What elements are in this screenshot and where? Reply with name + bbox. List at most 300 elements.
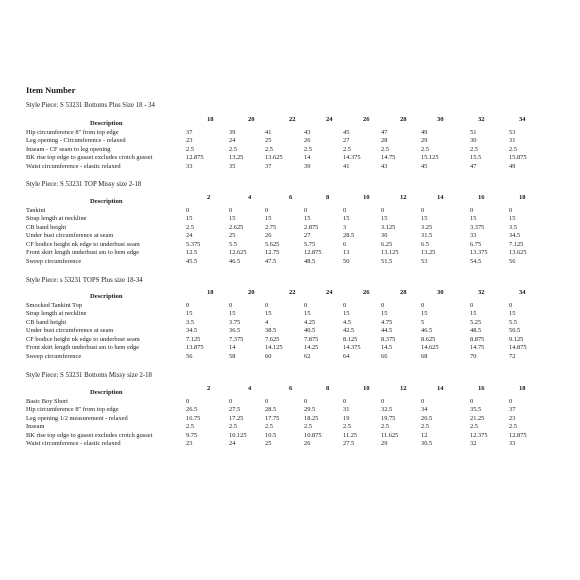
- measurement-value: 2.75: [265, 223, 277, 231]
- measurement-value: 27.5: [229, 406, 241, 413]
- measurement-value: 13.25: [229, 154, 244, 161]
- measurement-value: 2.5: [381, 145, 389, 153]
- measurement-value: 14.375: [343, 154, 361, 161]
- row-label: Under bust circumference at seam: [26, 232, 114, 239]
- style-piece-label: Style Piece: S 53231 Bottoms Missy size 2-18: [26, 372, 152, 379]
- measurement-value: 7.375: [229, 335, 244, 343]
- measurement-value: 5: [421, 318, 425, 326]
- row-label: Hip circumference 8" from top edge: [26, 128, 119, 136]
- measurement-value: 0: [381, 301, 385, 309]
- measurement-value: 35: [229, 162, 236, 170]
- measurement-value: 15: [470, 215, 477, 222]
- size-header: 28: [400, 289, 407, 296]
- measurement-value: 28: [381, 137, 388, 144]
- measurement-value: 0: [381, 206, 385, 214]
- size-header: 22: [289, 289, 296, 296]
- measurement-value: 15: [421, 310, 428, 317]
- table-row: [26, 423, 566, 432]
- size-header: 4: [248, 194, 252, 201]
- measurement-value: 34.5: [186, 327, 198, 334]
- measurement-value: 0: [509, 206, 513, 214]
- measurement-value: 24: [229, 440, 236, 447]
- measurement-value: 31: [509, 137, 516, 144]
- measurement-value: 47.5: [265, 257, 277, 265]
- table-row: [26, 207, 566, 216]
- size-header: 30: [437, 116, 444, 123]
- measurement-value: 11.25: [343, 431, 358, 439]
- measurement-value: 45: [343, 128, 350, 136]
- row-label: Waist circumference - elastic relaxed: [26, 440, 121, 447]
- measurement-value: 0: [343, 301, 347, 309]
- measurement-value: 50: [343, 257, 350, 265]
- measurement-value: 3: [343, 223, 347, 231]
- measurement-value: 26.5: [186, 406, 198, 413]
- measurement-value: 0: [229, 206, 233, 214]
- measurement-value: 15: [381, 310, 388, 317]
- measurement-value: 15.5: [470, 154, 482, 161]
- measurement-value: 0: [186, 206, 190, 214]
- measurement-value: 14.75: [470, 344, 485, 351]
- measurement-value: 2.5: [186, 145, 194, 153]
- row-label: BK rise top edge to gusset excludes crotch gusset: [26, 431, 153, 439]
- measurement-value: 12: [421, 431, 428, 439]
- size-header: 6: [289, 194, 293, 201]
- measurement-value: 5.25: [470, 318, 482, 326]
- measurement-value: 56: [509, 257, 516, 265]
- measurement-value: 0: [265, 301, 269, 309]
- measurement-value: 3.5: [509, 223, 517, 231]
- measurement-value: 29: [421, 137, 428, 144]
- measurement-value: 5.375: [186, 240, 201, 248]
- row-label: Strap length at neckline: [26, 215, 87, 222]
- measurement-value: 7.625: [265, 335, 280, 343]
- measurement-table: [26, 385, 566, 449]
- measurement-value: 36.5: [229, 327, 241, 334]
- measurement-value: 13.875: [186, 344, 204, 351]
- measurement-value: 17.25: [229, 414, 244, 422]
- measurement-value: 13.375: [470, 249, 488, 256]
- row-label: Strap length at neckline: [26, 310, 87, 317]
- size-header: 8: [326, 194, 330, 201]
- measurement-value: 15.875: [509, 154, 527, 161]
- size-header: 16: [478, 385, 485, 392]
- measurement-value: 14.125: [265, 344, 283, 351]
- measurement-value: 2.5: [470, 145, 478, 153]
- measurement-value: 42.5: [343, 327, 355, 334]
- measurement-value: 5.75: [304, 240, 316, 248]
- measurement-value: 0: [186, 301, 190, 309]
- measurement-value: 12.75: [265, 249, 280, 256]
- size-header: 14: [437, 385, 444, 392]
- measurement-value: 23: [186, 440, 193, 447]
- measurement-value: 54.5: [470, 257, 482, 265]
- measurement-value: 44.5: [381, 327, 393, 334]
- measurement-value: 0: [421, 206, 425, 214]
- measurement-value: 70: [470, 352, 477, 360]
- measurement-value: 5.5: [229, 240, 237, 248]
- measurement-value: 15.125: [421, 154, 439, 161]
- measurement-value: 48.5: [470, 327, 482, 334]
- table-row: [26, 146, 566, 155]
- table-row: [26, 258, 566, 267]
- measurement-value: 4.75: [381, 318, 393, 326]
- measurement-value: 33: [509, 440, 516, 447]
- style-piece-label: Style Piece: s 53231 TOPS Plus size 18-34: [26, 277, 143, 284]
- measurement-value: 19: [343, 414, 350, 422]
- measurement-value: 15: [265, 310, 272, 317]
- measurement-value: 2.5: [186, 223, 194, 231]
- table-row: [26, 353, 566, 362]
- measurement-value: 6.5: [421, 240, 429, 248]
- measurement-value: 49: [421, 128, 428, 136]
- measurement-value: 2.5: [229, 423, 237, 430]
- measurement-value: 45: [421, 162, 428, 170]
- measurement-value: 15: [265, 215, 272, 222]
- measurement-value: 15: [304, 215, 311, 222]
- size-header: 18: [519, 385, 526, 392]
- measurement-value: 2.5: [343, 423, 351, 430]
- size-header: 18: [519, 194, 526, 201]
- size-header: 6: [289, 385, 293, 392]
- measurement-value: 56: [186, 352, 193, 360]
- table-row: [26, 336, 566, 345]
- measurement-value: 51: [470, 128, 477, 136]
- row-label: Front skirt length underbust sm to hem edge: [26, 249, 140, 256]
- table-row: [26, 327, 566, 336]
- table-row: [26, 440, 566, 449]
- measurement-value: 30: [470, 137, 477, 144]
- size-header: 2: [207, 385, 211, 392]
- table-row: [26, 163, 566, 172]
- measurement-value: 13.125: [381, 249, 399, 256]
- size-header: 34: [519, 289, 526, 296]
- measurement-value: 26: [304, 440, 311, 447]
- measurement-value: 15: [470, 310, 477, 317]
- measurement-value: 10.875: [304, 431, 322, 439]
- table-row: [26, 398, 566, 407]
- measurement-value: 12.875: [509, 431, 527, 439]
- table-row: [26, 241, 566, 250]
- measurement-value: 13.625: [509, 249, 527, 256]
- measurement-value: 31.5: [421, 232, 433, 239]
- measurement-value: 13: [343, 249, 350, 256]
- measurement-value: 58: [229, 352, 236, 360]
- measurement-value: 15: [343, 215, 350, 222]
- description-header: Description: [90, 293, 123, 300]
- table-header-row: [26, 385, 566, 398]
- measurement-value: 62: [304, 352, 311, 360]
- measurement-value: 37: [509, 406, 516, 413]
- measurement-value: 10.125: [229, 431, 247, 439]
- measurement-value: 15: [229, 215, 236, 222]
- measurement-value: 14.75: [381, 154, 396, 161]
- table-header-row: [26, 289, 566, 302]
- row-label: Front skirt length underbust sm to hem edge: [26, 344, 140, 351]
- size-header: 2: [207, 194, 211, 201]
- measurement-value: 25: [265, 137, 272, 144]
- measurement-value: 35.5: [470, 406, 482, 413]
- measurement-value: 28.5: [265, 406, 277, 413]
- measurement-value: 26: [265, 232, 272, 239]
- measurement-value: 2.5: [509, 423, 517, 430]
- measurement-value: 33: [470, 232, 477, 239]
- size-header: 30: [437, 289, 444, 296]
- measurement-value: 2.5: [421, 145, 429, 153]
- measurement-value: 37: [186, 128, 193, 136]
- table-row: [26, 154, 566, 163]
- measurement-value: 13.25: [421, 249, 436, 256]
- measurement-value: 0: [381, 397, 385, 405]
- measurement-value: 4.25: [304, 318, 316, 326]
- measurement-value: 15: [509, 310, 516, 317]
- measurement-value: 12.875: [186, 154, 204, 161]
- measurement-value: 4: [265, 318, 269, 326]
- measurement-value: 53: [509, 128, 516, 136]
- measurement-value: 13.625: [265, 154, 283, 161]
- measurement-value: 9.125: [509, 335, 524, 343]
- measurement-value: 6.25: [381, 240, 393, 248]
- measurement-value: 2.625: [229, 223, 244, 231]
- style-piece-label: Style Piece: S 53231 TOP Missy size 2-18: [26, 181, 142, 188]
- measurement-value: 8.875: [470, 335, 485, 343]
- measurement-value: 7.875: [304, 335, 319, 343]
- measurement-value: 21.25: [470, 414, 485, 422]
- description-header: Description: [90, 198, 123, 205]
- table-row: [26, 302, 566, 311]
- style-piece-label: Style Piece: S 53231 Bottoms Plus Size 18 - 34: [26, 102, 155, 109]
- measurement-value: 31: [343, 406, 350, 413]
- measurement-value: 16.75: [186, 414, 201, 422]
- measurement-value: 2.5: [304, 145, 312, 153]
- measurement-value: 14: [304, 154, 311, 161]
- measurement-value: 14.625: [421, 344, 439, 351]
- table-row: [26, 344, 566, 353]
- measurement-value: 5.625: [265, 240, 280, 248]
- measurement-value: 2.5: [265, 423, 273, 430]
- measurement-value: 0: [343, 206, 347, 214]
- measurement-value: 60: [265, 352, 272, 360]
- table-row: [26, 232, 566, 241]
- measurement-value: 37: [265, 162, 272, 170]
- size-header: 20: [248, 116, 255, 123]
- measurement-value: 43: [381, 162, 388, 170]
- measurement-value: 39: [229, 128, 236, 136]
- measurement-value: 4.5: [343, 318, 351, 326]
- measurement-value: 18.25: [304, 414, 319, 422]
- measurement-value: 2.5: [304, 423, 312, 430]
- measurement-value: 51.5: [381, 257, 393, 265]
- row-label: CF bodice height nk edge to underbust seam: [26, 335, 140, 343]
- measurement-value: 3.375: [470, 223, 485, 231]
- measurement-value: 0: [229, 397, 233, 405]
- measurement-value: 12.5: [186, 249, 198, 256]
- measurement-value: 38.5: [265, 327, 277, 334]
- table-row: [26, 432, 566, 441]
- table-header-row: [26, 116, 566, 129]
- size-header: 4: [248, 385, 252, 392]
- measurement-value: 48.5: [304, 257, 316, 265]
- measurement-value: 2.5: [381, 423, 389, 430]
- row-label: CF bodice height nk edge to underbust seam: [26, 240, 140, 248]
- measurement-value: 8.125: [343, 335, 358, 343]
- measurement-value: 0: [265, 206, 269, 214]
- measurement-value: 27: [343, 137, 350, 144]
- measurement-value: 30: [381, 232, 388, 239]
- measurement-value: 10.5: [265, 431, 277, 439]
- measurement-value: 3.25: [421, 223, 433, 231]
- row-label: Waist circumference - elastic relaxed: [26, 162, 121, 170]
- measurement-value: 14.875: [509, 344, 527, 351]
- measurement-value: 9.75: [186, 431, 198, 439]
- size-header: 12: [400, 194, 407, 201]
- table-row: [26, 415, 566, 424]
- measurement-value: 15: [381, 215, 388, 222]
- measurement-value: 2.5: [343, 145, 351, 153]
- measurement-value: 34: [421, 406, 428, 413]
- size-header: 18: [207, 289, 214, 296]
- row-label: CB band height: [26, 223, 67, 231]
- measurement-value: 0: [421, 301, 425, 309]
- measurement-value: 15: [421, 215, 428, 222]
- measurement-value: 0: [470, 206, 474, 214]
- size-header: 26: [363, 289, 370, 296]
- measurement-value: 40.5: [304, 327, 316, 334]
- measurement-value: 0: [421, 397, 425, 405]
- measurement-value: 15: [304, 310, 311, 317]
- measurement-value: 23: [509, 414, 516, 422]
- measurement-value: 7.125: [186, 335, 201, 343]
- size-header: 32: [478, 289, 485, 296]
- measurement-value: 12.625: [229, 249, 247, 256]
- measurement-value: 14.25: [304, 344, 319, 351]
- row-label: CB band height: [26, 318, 67, 326]
- measurement-value: 29: [381, 440, 388, 447]
- measurement-value: 68: [421, 352, 428, 360]
- measurement-value: 0: [304, 301, 308, 309]
- measurement-value: 7.125: [509, 240, 524, 248]
- table-row: [26, 224, 566, 233]
- measurement-value: 0: [509, 397, 513, 405]
- size-header: 24: [326, 116, 333, 123]
- measurement-value: 15: [509, 215, 516, 222]
- measurement-value: 2.5: [421, 423, 429, 430]
- row-label: Tankini: [26, 206, 46, 214]
- row-label: Leg opening 1/2 measurement - relaxed: [26, 414, 128, 422]
- measurement-value: 23: [186, 137, 193, 144]
- measurement-value: 0: [229, 301, 233, 309]
- table-row: [26, 137, 566, 146]
- measurement-value: 8.375: [381, 335, 396, 343]
- table-row: [26, 406, 566, 415]
- row-label: Under bust circumference at seam: [26, 327, 114, 334]
- measurement-value: 6.75: [470, 240, 482, 248]
- measurement-value: 2.5: [470, 423, 478, 430]
- table-header-row: [26, 194, 566, 207]
- measurement-value: 14.375: [343, 344, 361, 351]
- measurement-value: 20.5: [421, 414, 433, 422]
- measurement-value: 3.125: [381, 223, 396, 231]
- measurement-value: 49: [509, 162, 516, 170]
- document-title: Item Number: [26, 85, 76, 95]
- measurement-value: 39: [304, 162, 311, 170]
- measurement-value: 25: [229, 232, 236, 239]
- size-header: 10: [363, 385, 370, 392]
- size-header: 34: [519, 116, 526, 123]
- measurement-value: 3.5: [186, 318, 194, 326]
- measurement-value: 15: [186, 215, 193, 222]
- size-header: 28: [400, 116, 407, 123]
- measurement-value: 27: [304, 232, 311, 239]
- measurement-value: 27.5: [343, 440, 355, 447]
- measurement-value: 0: [304, 206, 308, 214]
- measurement-value: 15: [186, 310, 193, 317]
- table-row: [26, 249, 566, 258]
- size-header: 24: [326, 289, 333, 296]
- measurement-value: 14.5: [381, 344, 393, 351]
- row-label: Sweep circumference: [26, 352, 82, 360]
- size-header: 16: [478, 194, 485, 201]
- measurement-value: 50.5: [509, 327, 521, 334]
- measurement-value: 0: [509, 301, 513, 309]
- measurement-value: 53: [421, 257, 428, 265]
- measurement-value: 5.5: [509, 318, 517, 326]
- measurement-value: 32: [470, 440, 477, 447]
- measurement-value: 29.5: [304, 406, 316, 413]
- size-header: 22: [289, 116, 296, 123]
- measurement-value: 47: [470, 162, 477, 170]
- measurement-value: 32.5: [381, 406, 393, 413]
- measurement-table: [26, 194, 566, 266]
- size-header: 14: [437, 194, 444, 201]
- measurement-table: [26, 289, 566, 361]
- measurement-value: 72: [509, 352, 516, 360]
- row-label: Sweep circumference: [26, 257, 82, 265]
- measurement-value: 2.5: [265, 145, 273, 153]
- size-header: 20: [248, 289, 255, 296]
- measurement-value: 41: [343, 162, 350, 170]
- description-header: Description: [90, 389, 123, 396]
- measurement-value: 46.5: [229, 257, 241, 265]
- measurement-value: 0: [265, 397, 269, 405]
- measurement-value: 45.5: [186, 257, 198, 265]
- measurement-value: 2.5: [186, 423, 194, 430]
- table-row: [26, 129, 566, 138]
- measurement-value: 15: [229, 310, 236, 317]
- size-header: 10: [363, 194, 370, 201]
- row-label: Hip circumference 8" from top edge: [26, 406, 119, 413]
- measurement-value: 64: [343, 352, 350, 360]
- description-header: Description: [90, 120, 123, 127]
- row-label: Inseam: [26, 423, 45, 430]
- measurement-value: 17.75: [265, 414, 280, 422]
- measurement-value: 34.5: [509, 232, 521, 239]
- measurement-table: [26, 116, 566, 171]
- measurement-value: 14: [229, 344, 236, 351]
- measurement-value: 12.875: [304, 249, 322, 256]
- measurement-value: 41: [265, 128, 272, 136]
- measurement-value: 43: [304, 128, 311, 136]
- size-header: 12: [400, 385, 407, 392]
- measurement-value: 2.5: [509, 145, 517, 153]
- measurement-value: 12.375: [470, 431, 488, 439]
- measurement-value: 33: [186, 162, 193, 170]
- size-header: 32: [478, 116, 485, 123]
- table-row: [26, 215, 566, 224]
- row-label: Inseam - CF seam to leg opening: [26, 145, 111, 153]
- measurement-value: 8.625: [421, 335, 436, 343]
- measurement-value: 0: [343, 397, 347, 405]
- size-header: 26: [363, 116, 370, 123]
